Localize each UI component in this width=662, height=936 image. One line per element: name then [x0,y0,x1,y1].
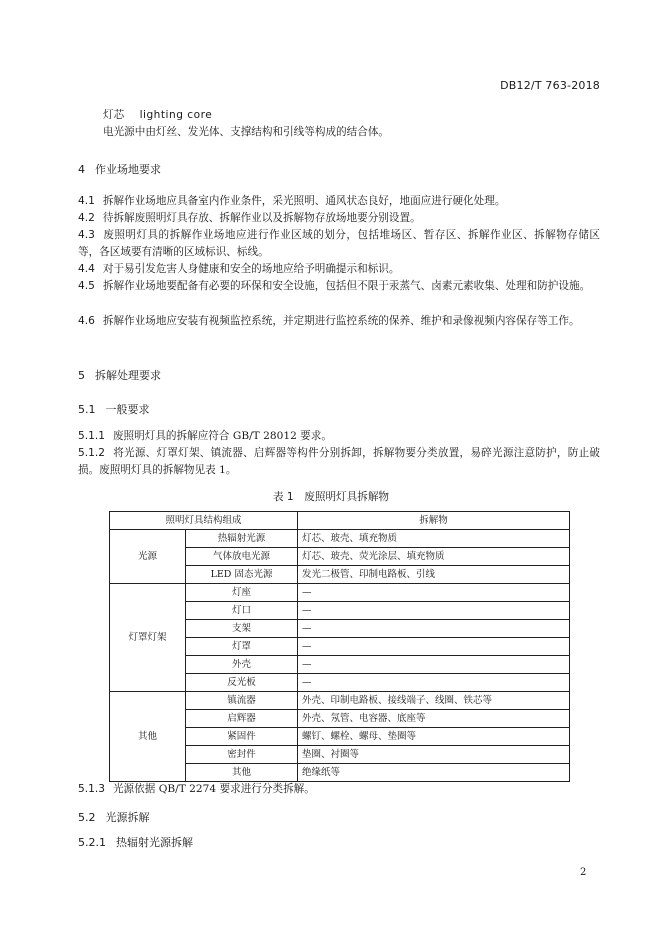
component-cell: 热辐射光源 [186,530,298,548]
term-entry [103,107,212,124]
clause-4-4: 4.4 对于易引发危害人身健康和安全的场地应给予明确提示和标识。 [78,263,400,275]
parts-cell: — [298,656,570,674]
component-cell: 支架 [186,620,298,638]
parts-cell: — [298,602,570,620]
term-en: lighting core [139,109,213,121]
component-cell: 启辉器 [186,710,298,728]
clause-4-1: 4.1 拆解作业场地应具备室内作业条件，采光照明、通风状态良好，地面应进行硬化处理。 [78,195,506,207]
component-cell: 紧固件 [186,728,298,746]
component-cell: 灯罩 [186,638,298,656]
component-cell: 密封件 [186,746,298,764]
parts-cell: 灯芯、玻壳、荧光涂层、填充物质 [298,548,570,566]
clause-4-3: 4.3 废照明灯具的拆解作业场地应进行作业区域的划分，包括堆场区、暂存区、拆解作业区、拆解物存储区等，各区域要有清晰的区域标识、标线。 [78,229,600,258]
parts-cell: — [298,674,570,692]
table-row [110,530,570,548]
parts-cell: 发光二极管、印制电路板、引线 [298,566,570,584]
group-lampshade-frame: 灯罩灯架 [110,584,186,692]
table-row [110,692,570,710]
header-parts: 拆解物 [298,512,570,530]
clause-5-1-1: 5.1.1 废照明灯具的拆解应符合 GB/T 28012 要求。 [78,430,332,442]
component-cell: 反光板 [186,674,298,692]
clause-5-1-2: 5.1.2 将光源、灯罩灯架、镇流器、启辉器等构件分别拆卸，拆解物要分类放置，易碎光源注意防护，防止破损。废照明灯具的拆解物见表 1。 [78,447,600,476]
component-cell: 外壳 [186,656,298,674]
parts-cell: — [298,620,570,638]
term-definition: 电光源中由灯丝、发光体、支撑结构和引线等构成的结合体。 [103,126,390,138]
document-code: DB12/T 763-2018 [500,79,600,92]
section-5-1-heading: 5.1 一般要求 [78,403,150,416]
parts-cell: — [298,584,570,602]
clause-4-2: 4.2 待拆解废照明灯具存放、拆解作业以及拆解物存放场地要分别设置。 [78,212,421,224]
component-cell: LED 固态光源 [186,566,298,584]
group-other: 其他 [110,692,186,782]
parts-cell: — [298,638,570,656]
parts-cell: 垫圈、衬圈等 [298,746,570,764]
clause-4-5: 4.5 拆解作业场地要配备有必要的环保和安全设施，包括但不限于汞蒸气、卤素元素收集、处理和防护设施。 [78,280,591,292]
parts-cell: 螺钉、螺栓、螺母、垫圈等 [298,728,570,746]
page-number: 2 [580,867,587,878]
parts-cell: 外壳、印制电路板、接线端子、线圈、铁芯等 [298,692,570,710]
component-cell: 其他 [186,764,298,782]
section-5-heading: 5 拆解处理要求 [78,369,161,382]
table-header-row [110,512,570,530]
table-row [110,584,570,602]
term-cn: 灯芯 [103,109,125,121]
section-5-2-1-heading: 5.2.1 热辐射光源拆解 [78,836,193,849]
component-cell: 灯座 [186,584,298,602]
table-caption: 表 1 废照明灯具拆解物 [272,491,390,503]
header-structure: 照明灯具结构组成 [110,512,298,530]
clause-4-6: 4.6 拆解作业场地应安装有视频监控系统，并定期进行监控系统的保养、维护和录像视频内容保存等工作。 [78,315,580,327]
section-5-2-heading: 5.2 光源拆解 [78,811,150,824]
parts-cell: 灯芯、玻壳、填充物质 [298,530,570,548]
section-4-heading: 4 作业场地要求 [78,163,161,176]
parts-cell: 绝缘纸等 [298,764,570,782]
clause-5-1-3: 5.1.3 光源依据 QB/T 2274 要求进行分类拆解。 [78,783,315,795]
component-cell: 镇流器 [186,692,298,710]
parts-cell: 外壳、氖管、电容器、底座等 [298,710,570,728]
disassembly-table [109,511,570,782]
group-light-source: 光源 [110,530,186,584]
component-cell: 气体放电光源 [186,548,298,566]
component-cell: 灯口 [186,602,298,620]
